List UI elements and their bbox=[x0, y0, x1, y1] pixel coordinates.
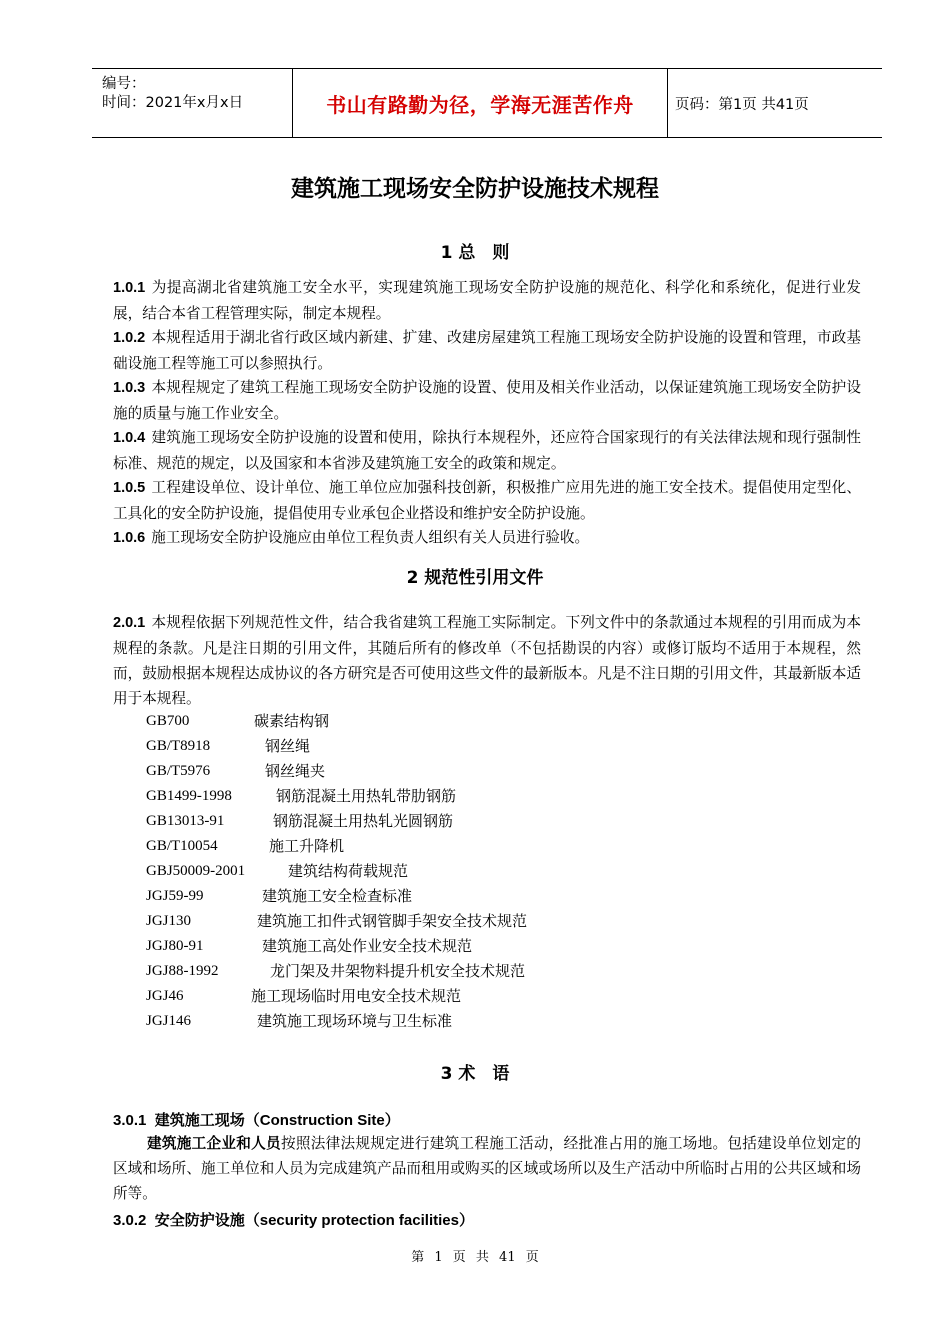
page-header bbox=[92, 68, 882, 138]
header-meta bbox=[92, 69, 292, 137]
reference-name: 碳素结构钢 bbox=[254, 712, 330, 730]
section-3-title: 3 术 语 bbox=[440, 1064, 510, 1084]
reference-code: GB700 bbox=[146, 713, 190, 729]
clause-1-0-3 bbox=[113, 375, 861, 426]
clause-text: 为提高湖北省建筑施工安全水平，实现建筑施工现场安全防护设施的规范化、科学化和系统化，促进行业发展，结合本省工程管理实际，制定本规程。 bbox=[113, 279, 861, 322]
reference-name: 龙门架及井架物料提升机安全技术规范 bbox=[270, 962, 526, 980]
reference-name: 钢筋混凝土用热轧带肋钢筋 bbox=[276, 787, 457, 805]
reference-item bbox=[146, 884, 746, 909]
motto-text: 书山有路勤为径，学海无涯苦作舟 bbox=[326, 92, 634, 117]
reference-name: 钢筋混凝土用热轧光圆钢筋 bbox=[273, 812, 454, 830]
reference-name: 钢丝绳 bbox=[265, 737, 311, 755]
reference-item bbox=[146, 984, 746, 1009]
reference-name: 建筑结构荷载规范 bbox=[288, 862, 409, 880]
document-title: 建筑施工现场安全防护设施技术规程 bbox=[291, 175, 659, 202]
reference-name: 建筑施工高处作业安全技术规范 bbox=[262, 937, 473, 955]
reference-item bbox=[146, 959, 746, 984]
reference-code: GBJ50009-2001 bbox=[146, 863, 246, 879]
reference-name: 建筑施工安全检查标准 bbox=[262, 887, 413, 905]
section-1-title: 1 总 则 bbox=[440, 243, 510, 263]
reference-code: GB/T5976 bbox=[146, 763, 211, 779]
clause-number: 1.0.1 bbox=[113, 280, 146, 296]
term-number: 3.0.1 bbox=[113, 1112, 147, 1129]
clause-1-0-6 bbox=[113, 525, 861, 551]
clause-text: 工程建设单位、设计单位、施工单位应加强科技创新，积极推广应用先进的施工安全技术。提倡使用定型化、工具化的安全防护设施，提倡使用专业承包企业搭设和维护安全防护设施。 bbox=[113, 479, 861, 522]
term-label: 建筑施工现场 bbox=[154, 1111, 245, 1129]
clause-number: 1.0.5 bbox=[113, 480, 146, 496]
reference-code: GB/T8918 bbox=[146, 738, 211, 754]
clause-text: 本规程规定了建筑工程施工现场安全防护设施的设置、使用及相关作业活动，以保证建筑施工现场安全防护设施的质量与施工作业安全。 bbox=[113, 379, 861, 422]
clause-text: 本规程适用于湖北省行政区域内新建、扩建、改建房屋建筑工程施工现场安全防护设施的设置和管理，市政基础设施工程等施工可以参照执行。 bbox=[113, 329, 861, 372]
term-definition-lead: 建筑施工企业和人员 bbox=[147, 1135, 281, 1152]
clause-number: 2.0.1 bbox=[113, 615, 146, 631]
reference-item bbox=[146, 784, 746, 809]
term-definition-text: 按照法律法规规定进行建筑工程施工活动，经批准占用的施工场地。包括建设单位划定的区域和场所、施工单位和人员为完成建筑产品而租用或购买的区域或场所以及生产活动中所临时占用的公共区域和场所等。 bbox=[113, 1135, 861, 1202]
clause-text: 施工现场安全防护设施应由单位工程负责人组织有关人员进行验收。 bbox=[151, 529, 590, 546]
term-3-0-2-heading bbox=[113, 1209, 474, 1230]
reference-code: JGJ59-99 bbox=[146, 888, 204, 904]
reference-code: JGJ80-91 bbox=[146, 938, 204, 954]
section-2-title: 2 规范性引用文件 bbox=[406, 568, 544, 588]
reference-item bbox=[146, 734, 746, 759]
reference-code: GB/T10054 bbox=[146, 838, 218, 854]
clause-number: 1.0.4 bbox=[113, 430, 146, 446]
term-english: （security protection facilities） bbox=[244, 1212, 474, 1229]
page-number-label: 页码：第1页 共41页 bbox=[675, 96, 809, 113]
reference-code: GB1499-1998 bbox=[146, 788, 232, 804]
clause-1-0-4 bbox=[113, 425, 861, 476]
header-motto-cell bbox=[292, 69, 668, 137]
reference-item bbox=[146, 759, 746, 784]
clause-number: 1.0.2 bbox=[113, 330, 146, 346]
reference-code: JGJ88-1992 bbox=[146, 963, 219, 979]
reference-item bbox=[146, 834, 746, 859]
clause-text: 本规程依据下列规范性文件，结合我省建筑工程施工实际制定。下列文件中的条款通过本规程的引用而成为本规程的条款。凡是注日期的引用文件，其随后所有的修改单（不包括勘误的内容）或修订版均不适用于本规程，然而，鼓励根据本规程达成协议的各方研究是否可使用这些文件的最新版本。凡是不注日期的引用文件，其最新版本适用于本规程。 bbox=[113, 614, 861, 707]
reference-item bbox=[146, 859, 746, 884]
clause-number: 1.0.3 bbox=[113, 380, 146, 396]
reference-name: 建筑施工现场环境与卫生标准 bbox=[257, 1012, 453, 1030]
reference-item bbox=[146, 1009, 746, 1034]
reference-code: JGJ130 bbox=[146, 913, 192, 929]
clause-1-0-5 bbox=[113, 475, 861, 526]
reference-code: GB13013-91 bbox=[146, 813, 225, 829]
term-number: 3.0.2 bbox=[113, 1212, 147, 1229]
term-3-0-1-definition bbox=[113, 1131, 861, 1206]
term-label: 安全防护设施 bbox=[154, 1211, 245, 1229]
term-3-0-1-heading bbox=[113, 1109, 400, 1130]
serial-label: 编号： bbox=[102, 76, 146, 92]
reference-code: JGJ46 bbox=[146, 988, 184, 1004]
clause-text: 建筑施工现场安全防护设施的设置和使用，除执行本规程外，还应符合国家现行的有关法律法规和现行强制性标准、规范的规定，以及国家和本省涉及建筑施工安全的政策和规定。 bbox=[113, 429, 861, 472]
clause-1-0-1 bbox=[113, 275, 861, 326]
reference-name: 施工现场临时用电安全技术规范 bbox=[251, 987, 462, 1005]
reference-item bbox=[146, 809, 746, 834]
clause-2-0-1 bbox=[113, 610, 861, 711]
page-footer: 第 1 页 共 41 页 bbox=[411, 1250, 539, 1265]
reference-name: 钢丝绳夹 bbox=[265, 762, 326, 780]
reference-list bbox=[146, 709, 746, 1034]
reference-item bbox=[146, 709, 746, 734]
reference-code: JGJ146 bbox=[146, 1013, 192, 1029]
reference-name: 施工升降机 bbox=[269, 837, 345, 855]
reference-item bbox=[146, 909, 746, 934]
reference-name: 建筑施工扣件式钢管脚手架安全技术规范 bbox=[257, 912, 528, 930]
clause-number: 1.0.6 bbox=[113, 530, 146, 546]
reference-item bbox=[146, 934, 746, 959]
term-english: （Construction Site） bbox=[244, 1112, 400, 1129]
time-label: 时间：2021年x月x日 bbox=[102, 95, 244, 111]
clause-1-0-2 bbox=[113, 325, 861, 376]
